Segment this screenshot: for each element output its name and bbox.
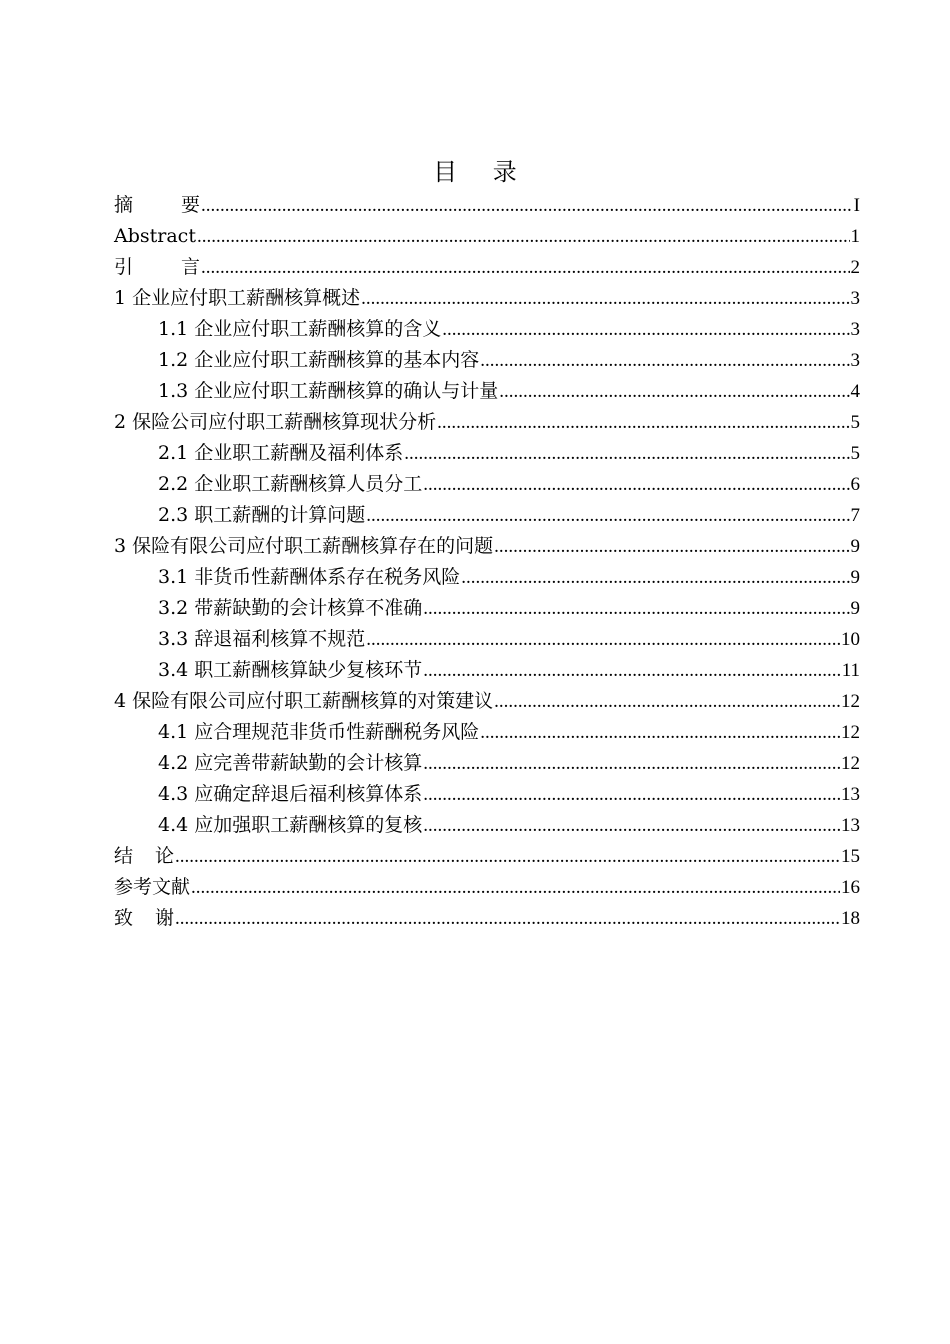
toc-entry-page-number: 5 <box>850 443 860 464</box>
toc-entry[interactable] <box>114 810 860 841</box>
toc-entry[interactable] <box>114 717 860 748</box>
toc-entry-label: 3.3 辞退福利核算不规范 <box>158 628 366 650</box>
toc-entry-label: 4 保险有限公司应付职工薪酬核算的对策建议 <box>114 690 494 712</box>
toc-entry-label: 4.4 应加强职工薪酬核算的复核 <box>158 814 423 836</box>
toc-entry[interactable] <box>114 407 860 438</box>
toc-entry-label: 2 保险公司应付职工薪酬核算现状分析 <box>114 411 437 433</box>
toc-entry-label: 2.3 职工薪酬的计算问题 <box>158 504 366 526</box>
toc-dot-leader <box>480 345 849 376</box>
toc-dot-leader <box>197 221 850 252</box>
toc-entry[interactable] <box>114 686 860 717</box>
toc-entry[interactable] <box>114 531 860 562</box>
toc-entry[interactable] <box>114 500 860 531</box>
toc-dot-leader <box>423 655 840 686</box>
toc-entry[interactable] <box>114 376 860 407</box>
toc-entry[interactable] <box>114 252 860 283</box>
toc-entry-label: 4.1 应合理规范非货币性薪酬税务风险 <box>158 721 480 743</box>
toc-entry-page-number: 9 <box>850 567 860 588</box>
toc-entry-label: 2.2 企业职工薪酬核算人员分工 <box>158 473 423 495</box>
toc-entry-page-number: 9 <box>850 598 860 619</box>
toc-entry-page-number: 3 <box>850 319 860 340</box>
toc-entry-page-number: 15 <box>841 846 860 867</box>
toc-dot-leader <box>366 500 849 531</box>
toc-dot-leader <box>404 438 849 469</box>
toc-dot-leader <box>423 810 840 841</box>
toc-entry[interactable] <box>114 903 860 934</box>
toc-entry-label: 3.4 职工薪酬核算缺少复核环节 <box>158 659 423 681</box>
toc-entry[interactable] <box>114 624 860 655</box>
toc-dot-leader <box>361 283 849 314</box>
toc-dot-leader <box>201 190 853 221</box>
toc-entry-label: 1 企业应付职工薪酬核算概述 <box>114 287 361 309</box>
toc-dot-leader <box>461 562 849 593</box>
toc-entry-page-number: 5 <box>850 412 860 433</box>
toc-entry-label: 1.1 企业应付职工薪酬核算的含义 <box>158 318 442 340</box>
toc-entry[interactable] <box>114 841 860 872</box>
toc-entry-label: 3.2 带薪缺勤的会计核算不准确 <box>158 597 423 619</box>
toc-entry[interactable] <box>114 872 860 903</box>
toc-entry[interactable] <box>114 345 860 376</box>
toc-dot-leader <box>494 531 849 562</box>
toc-dot-leader <box>423 748 840 779</box>
toc-entry[interactable] <box>114 190 860 221</box>
toc-entry-page-number: 13 <box>841 784 860 805</box>
toc-entry-label: 4.2 应完善带薪缺勤的会计核算 <box>158 752 423 774</box>
toc-dot-leader <box>494 686 840 717</box>
toc-entry-label: 2.1 企业职工薪酬及福利体系 <box>158 442 404 464</box>
toc-entry-page-number: 3 <box>850 288 860 309</box>
toc-entry-label: 摘要 <box>114 194 201 216</box>
toc-entry[interactable] <box>114 748 860 779</box>
toc-dot-leader <box>366 624 840 655</box>
toc-dot-leader <box>191 872 840 903</box>
toc-dot-leader <box>423 593 849 624</box>
toc-entry-page-number: 7 <box>850 505 860 526</box>
toc-entry-label: 3.1 非货币性薪酬体系存在税务风险 <box>158 566 461 588</box>
toc-entry-page-number: 12 <box>841 691 860 712</box>
toc-entry-page-number: 1 <box>850 226 860 247</box>
toc-dot-leader <box>423 469 849 500</box>
toc-entry[interactable] <box>114 283 860 314</box>
toc-entry-page-number: 2 <box>850 257 860 278</box>
toc-entry-page-number: 12 <box>841 722 860 743</box>
toc-entry-page-number: 4 <box>850 381 860 402</box>
toc-entry[interactable] <box>114 469 860 500</box>
toc-entry-page-number: 10 <box>841 629 860 650</box>
toc-entry[interactable] <box>114 593 860 624</box>
toc-entry-label: 结论 <box>114 845 175 867</box>
toc-entry-page-number: 16 <box>841 877 860 898</box>
toc-entry[interactable] <box>114 221 860 252</box>
toc-entry-label: 引言 <box>114 256 201 278</box>
toc-dot-leader <box>480 717 840 748</box>
toc-dot-leader <box>499 376 849 407</box>
toc-entry[interactable] <box>114 562 860 593</box>
toc-entry-page-number: 18 <box>841 908 860 929</box>
toc-entry-page-number: I <box>853 195 860 216</box>
toc-entry[interactable] <box>114 655 860 686</box>
toc-entry-page-number: 13 <box>841 815 860 836</box>
toc-entry-page-number: 12 <box>841 753 860 774</box>
toc-dot-leader <box>442 314 849 345</box>
toc-entry-label: 1.2 企业应付职工薪酬核算的基本内容 <box>158 349 480 371</box>
toc-entry-page-number: 11 <box>841 660 860 681</box>
toc-dot-leader <box>437 407 849 438</box>
toc-entry-label: 参考文献 <box>114 876 191 898</box>
toc-entry[interactable] <box>114 314 860 345</box>
toc-list <box>114 190 860 934</box>
toc-entry-label: Abstract <box>114 225 196 247</box>
toc-entry-page-number: 6 <box>850 474 860 495</box>
toc-entry-page-number: 9 <box>850 536 860 557</box>
toc-dot-leader <box>175 903 840 934</box>
toc-dot-leader <box>175 841 840 872</box>
toc-entry-label: 致谢 <box>114 907 175 929</box>
toc-entry-label: 3 保险有限公司应付职工薪酬核算存在的问题 <box>114 535 494 557</box>
toc-entry[interactable] <box>114 438 860 469</box>
toc-entry-page-number: 3 <box>850 350 860 371</box>
toc-dot-leader <box>201 252 849 283</box>
toc-dot-leader <box>423 779 840 810</box>
toc-entry-label: 1.3 企业应付职工薪酬核算的确认与计量 <box>158 380 499 402</box>
toc-entry[interactable] <box>114 779 860 810</box>
toc-entry-label: 4.3 应确定辞退后福利核算体系 <box>158 783 423 805</box>
toc-title: 目 录 <box>433 158 531 186</box>
